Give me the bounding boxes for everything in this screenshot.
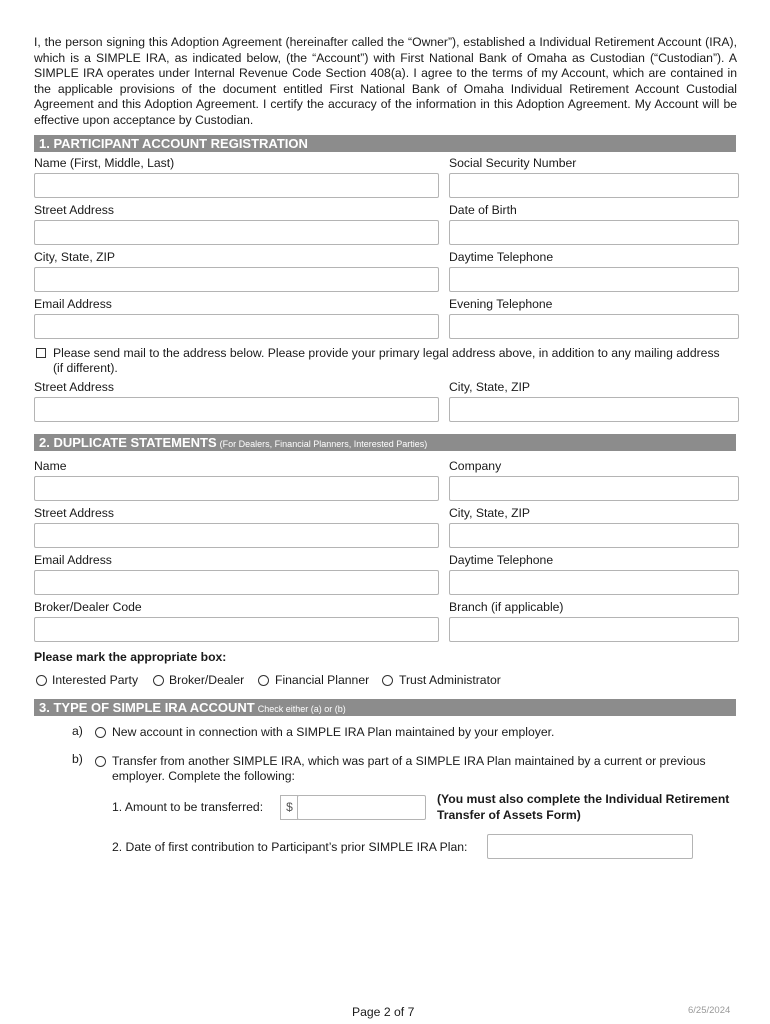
section-2-subtitle: (For Dealers, Financial Planners, Interested Parties) bbox=[219, 439, 428, 449]
first-contribution-date-field[interactable] bbox=[487, 834, 693, 859]
amount-field[interactable] bbox=[297, 795, 426, 820]
transfer-note: (You must also complete the Individual Retirement bbox=[437, 792, 730, 806]
name-label: Name (First, Middle, Last) bbox=[34, 156, 175, 170]
dup-name-field[interactable] bbox=[34, 476, 439, 501]
mail-street-field[interactable] bbox=[34, 397, 439, 422]
branch-field[interactable] bbox=[449, 617, 739, 642]
dup-street-field[interactable] bbox=[34, 523, 439, 548]
mark-box-label: Please mark the appropriate box: bbox=[34, 650, 227, 664]
section-3-title: 3. TYPE OF SIMPLE IRA ACCOUNT bbox=[39, 700, 255, 715]
company-field[interactable] bbox=[449, 476, 739, 501]
mail-checkbox-label: Please send mail to the address below. Please provide your primary legal address above, in addition to any mailing address bbox=[53, 346, 720, 360]
dollar-sign: $ bbox=[280, 795, 298, 820]
mail-city-field[interactable] bbox=[449, 397, 739, 422]
mail-address-checkbox[interactable] bbox=[36, 348, 46, 358]
dup-daytime-phone-label: Daytime Telephone bbox=[449, 553, 554, 567]
broker-code-label: Broker/Dealer Code bbox=[34, 600, 142, 614]
financial-planner-radio[interactable] bbox=[258, 675, 269, 686]
dob-field[interactable] bbox=[449, 220, 739, 245]
mail-checkbox-label-cont: (if different). bbox=[53, 361, 118, 375]
mail-city-label: City, State, ZIP bbox=[449, 380, 531, 394]
revision-date: 6/25/2024 bbox=[688, 1005, 731, 1016]
street-address-label: Street Address bbox=[34, 203, 114, 217]
interested-party-radio[interactable] bbox=[36, 675, 47, 686]
page-number: Page 2 of 7 bbox=[352, 1005, 415, 1019]
transfer-label-cont: employer. Complete the following: bbox=[112, 769, 295, 783]
amount-label: 1. Amount to be transferred: bbox=[112, 800, 264, 814]
section-3-header bbox=[34, 699, 736, 716]
interested-party-label: Interested Party bbox=[52, 673, 139, 687]
dup-email-label: Email Address bbox=[34, 553, 112, 567]
mail-street-label: Street Address bbox=[34, 380, 114, 394]
trust-administrator-label: Trust Administrator bbox=[399, 673, 501, 687]
intro-paragraph: I, the person signing this Adoption Agreement (hereinafter called the “Owner”), established a Individual Retirement Account (IRA), which is a SIMPLE IRA, as indicated below, (the “Account”) with First National Bank of Omaha as Custodian (“Custodian”). A SIMPLE IRA operates under Internal Revenue Code Section 408(a). I agree to the terms of my Account, which are contained in the applicable provisions of the document entitled First National Bank of Omaha Individual Retirement Account Custodial Agreement and this Adoption Agreement. I certify the accuracy of the information in this Adoption Agreement. My Account will be effective upon acceptance by Custodian. bbox=[34, 35, 737, 127]
daytime-phone-label: Daytime Telephone bbox=[449, 250, 554, 264]
city-state-zip-field[interactable] bbox=[34, 267, 439, 292]
option-b-letter: b) bbox=[72, 752, 83, 766]
dup-email-field[interactable] bbox=[34, 570, 439, 595]
trust-administrator-radio[interactable] bbox=[382, 675, 393, 686]
dup-daytime-phone-field[interactable] bbox=[449, 570, 739, 595]
dup-city-label: City, State, ZIP bbox=[449, 506, 531, 520]
ssn-field[interactable] bbox=[449, 173, 739, 198]
section-1-header bbox=[34, 135, 736, 152]
section-2-title: 2. DUPLICATE STATEMENTS bbox=[39, 435, 217, 450]
company-label: Company bbox=[449, 459, 502, 473]
section-1-title: 1. PARTICIPANT ACCOUNT REGISTRATION bbox=[39, 136, 308, 151]
option-a-letter: a) bbox=[72, 724, 83, 738]
daytime-phone-field[interactable] bbox=[449, 267, 739, 292]
dup-street-label: Street Address bbox=[34, 506, 114, 520]
section-2-header bbox=[34, 434, 736, 451]
transfer-radio[interactable] bbox=[95, 756, 106, 767]
evening-phone-label: Evening Telephone bbox=[449, 297, 553, 311]
transfer-label: Transfer from another SIMPLE IRA, which was part of a SIMPLE IRA Plan maintained by a current or previous bbox=[112, 754, 706, 768]
name-field[interactable] bbox=[34, 173, 439, 198]
financial-planner-label: Financial Planner bbox=[275, 673, 370, 687]
street-address-field[interactable] bbox=[34, 220, 439, 245]
city-state-zip-label: City, State, ZIP bbox=[34, 250, 116, 264]
ssn-label: Social Security Number bbox=[449, 156, 577, 170]
broker-dealer-radio[interactable] bbox=[153, 675, 164, 686]
dob-label: Date of Birth bbox=[449, 203, 517, 217]
new-account-radio[interactable] bbox=[95, 727, 106, 738]
broker-dealer-label: Broker/Dealer bbox=[169, 673, 245, 687]
section-3-subtitle: Check either (a) or (b) bbox=[257, 704, 346, 714]
new-account-label: New account in connection with a SIMPLE IRA Plan maintained by your employer. bbox=[112, 725, 555, 739]
dup-city-field[interactable] bbox=[449, 523, 739, 548]
email-label: Email Address bbox=[34, 297, 112, 311]
first-contribution-date-label: 2. Date of first contribution to Participant’s prior SIMPLE IRA Plan: bbox=[112, 840, 468, 854]
email-field[interactable] bbox=[34, 314, 439, 339]
broker-code-field[interactable] bbox=[34, 617, 439, 642]
dup-name-label: Name bbox=[34, 459, 67, 473]
transfer-note-cont: Transfer of Assets Form) bbox=[437, 808, 581, 822]
branch-label: Branch (if applicable) bbox=[449, 600, 564, 614]
evening-phone-field[interactable] bbox=[449, 314, 739, 339]
